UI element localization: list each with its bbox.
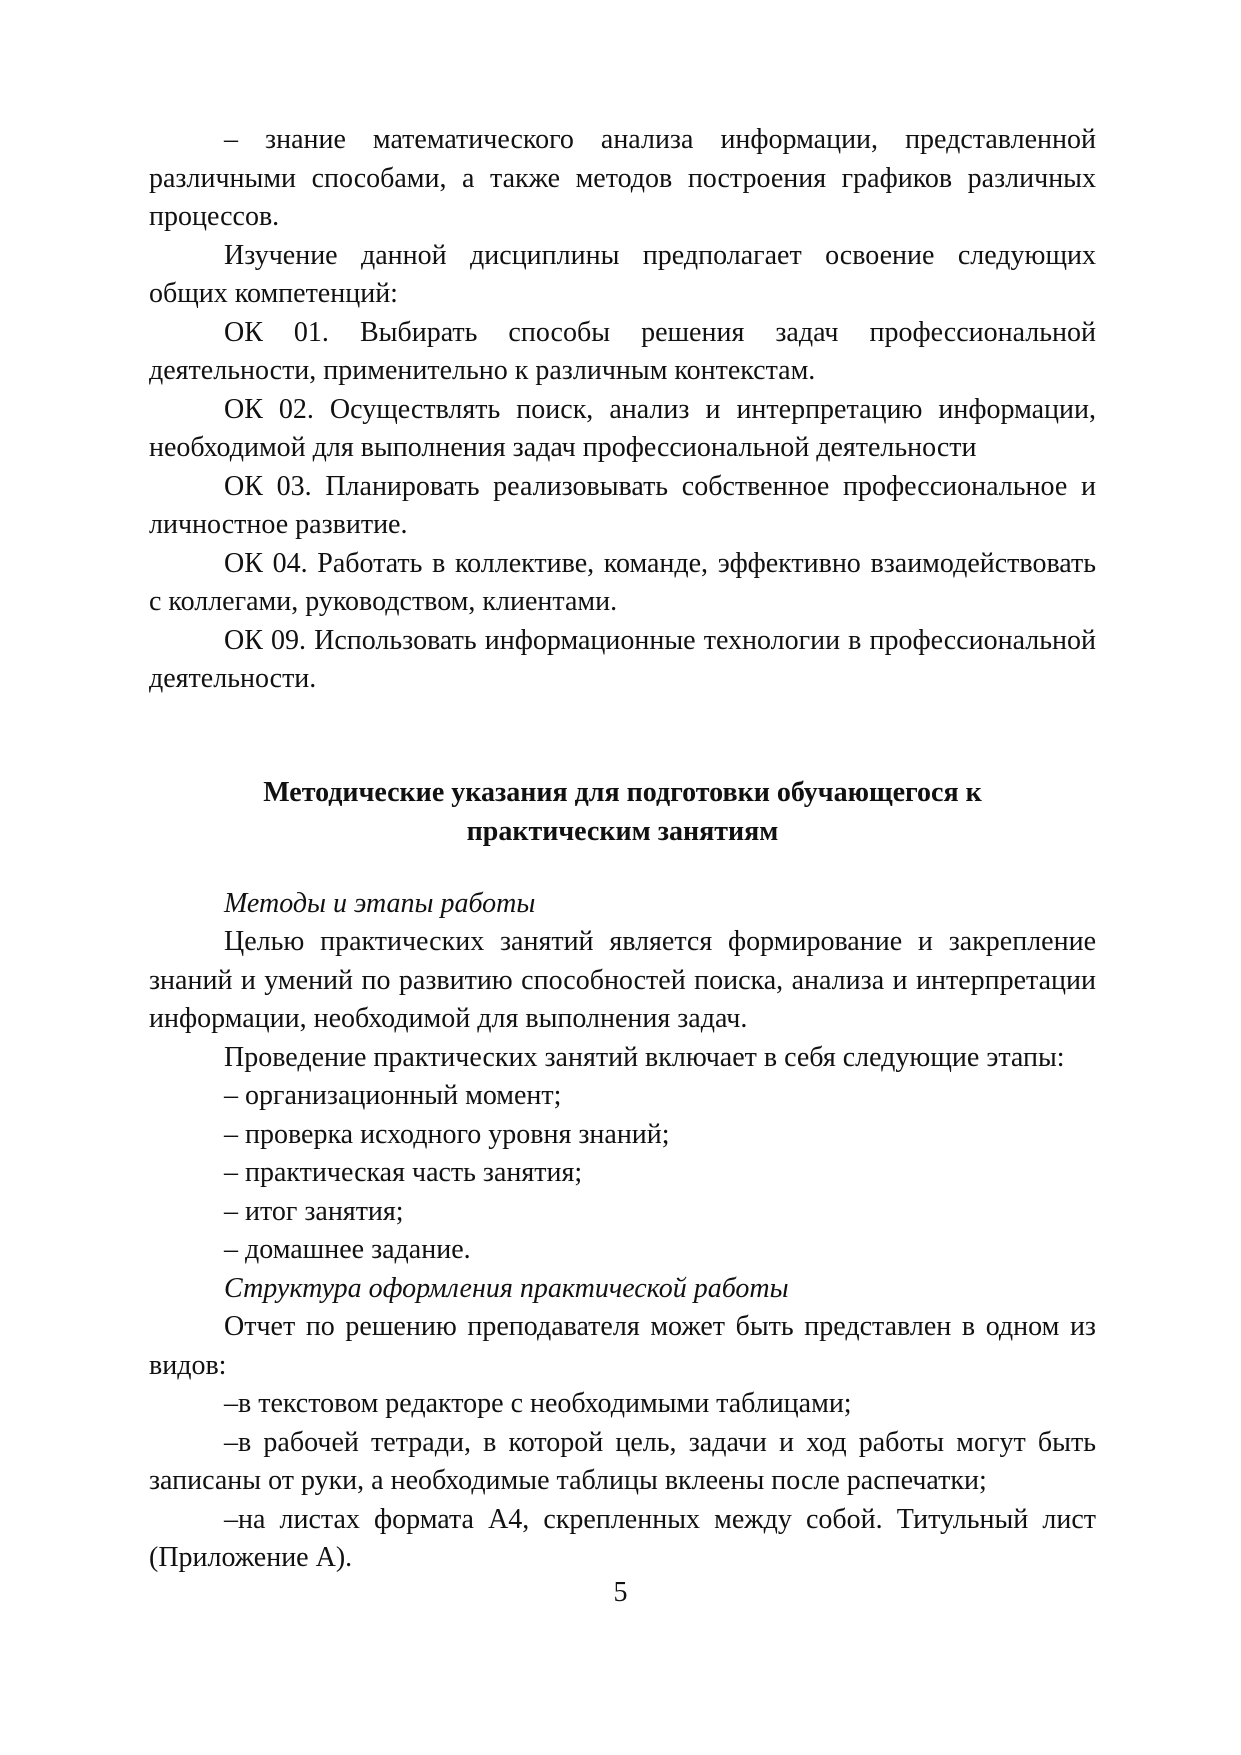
paragraph-competencies-intro: Изучение данной дисциплины предполагает освоение следующих общих компетенций: <box>149 239 1096 309</box>
paragraph-stages-intro: Проведение практических занятий включает в себя следующие этапы: <box>224 1041 1065 1073</box>
paragraph-ok04: ОК 04. Работать в коллективе, команде, эффективно взаимодействовать с коллегами, руководством, клиентами. <box>149 547 1096 617</box>
paragraph-methods-goal: Целью практических занятий является формирование и закрепление знаний и умений по развитию способностей поиска, анализа и интерпретации информации, необходимой для выполнения задач. <box>149 926 1096 1034</box>
list-item-report-form: –на листах формата А4, скрепленных между собой. Титульный лист (Приложение А). <box>149 1503 1096 1573</box>
page-content <box>149 121 1096 1578</box>
list-item-stage: – организационный момент; <box>224 1080 562 1111</box>
section-heading-line1: Методические указания для подготовки обучающегося к <box>263 776 982 808</box>
subheading-methods: Методы и этапы работы <box>224 887 536 919</box>
paragraph-report-intro: Отчет по решению преподавателя может быть представлен в одном из видов: <box>149 1311 1096 1381</box>
page-number: 5 <box>613 1577 628 1608</box>
list-item-report-form: –в текстовом редакторе с необходимыми таблицами; <box>224 1388 852 1419</box>
paragraph-ok09: ОК 09. Использовать информационные технологии в профессиональной деятельности. <box>149 624 1096 694</box>
section-heading <box>149 773 1096 851</box>
paragraph-ok03: ОК 03. Планировать реализовывать собственное профессиональное и личностное развитие. <box>149 470 1096 540</box>
paragraph-math-analysis: – знание математического анализа информации, представленной различными способами, а также методов построения графиков различных процессов. <box>149 124 1096 232</box>
list-item-stage: – проверка исходного уровня знаний; <box>224 1118 670 1150</box>
list-item-stage: – практическая часть занятия; <box>224 1157 583 1188</box>
list-item-stage: – домашнее задание. <box>224 1234 471 1265</box>
subheading-structure: Структура оформления практической работы <box>224 1272 789 1304</box>
paragraph-ok02: ОК 02. Осуществлять поиск, анализ и интерпретацию информации, необходимой для выполнения задач профессиональной деятельности <box>149 393 1096 463</box>
section-heading-line2: практическим занятиям <box>466 815 779 847</box>
paragraph-ok01: ОК 01. Выбирать способы решения задач профессиональной деятельности, применительно к различным контекстам. <box>149 316 1096 386</box>
list-item-report-form: –в рабочей тетради, в которой цель, задачи и ход работы могут быть записаны от руки, а необходимые таблицы вклеены после распечатки; <box>149 1426 1096 1496</box>
list-item-stage: – итог занятия; <box>224 1195 404 1227</box>
